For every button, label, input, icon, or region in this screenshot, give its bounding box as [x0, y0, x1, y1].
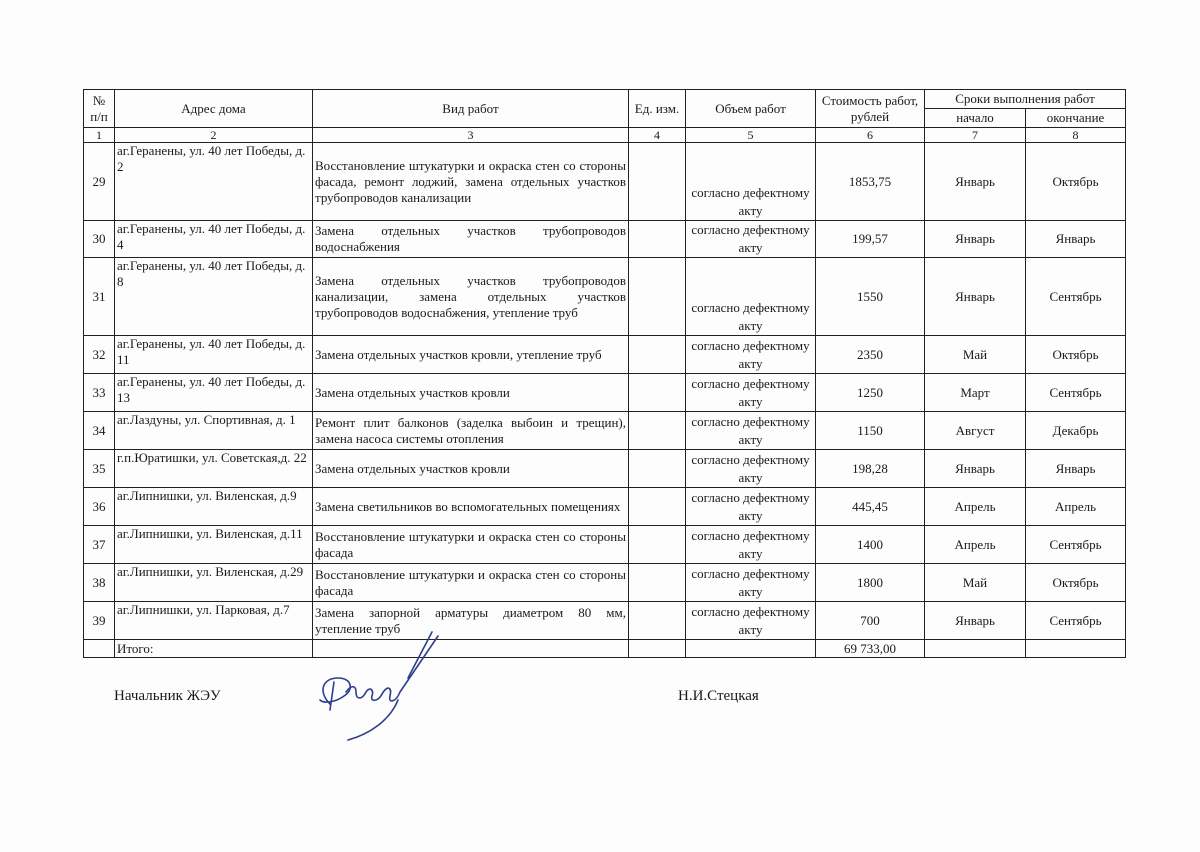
- row-start-month: Апрель: [925, 526, 1026, 564]
- row-address: аг.Геранены, ул. 40 лет Победы, д. 13: [115, 374, 313, 412]
- row-volume: согласно дефектному акту: [686, 412, 816, 450]
- row-work-type: Замена отдельных участков кровли: [313, 450, 629, 488]
- table-row: [84, 564, 1126, 602]
- row-volume: согласно дефектному акту: [686, 221, 816, 258]
- row-number: 38: [84, 564, 115, 602]
- row-volume: согласно дефектному акту: [686, 564, 816, 602]
- row-volume: согласно дефектному акту: [686, 526, 816, 564]
- row-unit: [629, 374, 686, 412]
- row-number: 36: [84, 488, 115, 526]
- row-unit: [629, 221, 686, 258]
- row-cost: 1853,75: [816, 143, 925, 221]
- header-num: № п/п: [84, 90, 115, 128]
- row-cost: 1400: [816, 526, 925, 564]
- row-unit: [629, 526, 686, 564]
- row-address: аг.Геранены, ул. 40 лет Победы, д. 4: [115, 221, 313, 258]
- row-unit: [629, 564, 686, 602]
- column-number: 8: [1026, 128, 1126, 143]
- row-start-month: Январь: [925, 450, 1026, 488]
- row-work-type: Замена отдельных участков трубопроводов водоснабжения: [313, 221, 629, 258]
- row-address: аг.Лаздуны, ул. Спортивная, д. 1: [115, 412, 313, 450]
- table-row: [84, 143, 1126, 221]
- signature-icon: [300, 630, 450, 745]
- header-work: Вид работ: [313, 90, 629, 128]
- row-address: аг.Геранены, ул. 40 лет Победы, д. 8: [115, 258, 313, 336]
- header-unit: Ед. изм.: [629, 90, 686, 128]
- row-start-month: Январь: [925, 602, 1026, 640]
- row-end-month: Январь: [1026, 450, 1126, 488]
- row-number: 31: [84, 258, 115, 336]
- signatory-name: Н.И.Стецкая: [678, 688, 759, 704]
- row-end-month: Октябрь: [1026, 564, 1126, 602]
- row-start-month: Май: [925, 564, 1026, 602]
- row-end-month: Октябрь: [1026, 143, 1126, 221]
- works-document: [83, 89, 1125, 658]
- row-number: 34: [84, 412, 115, 450]
- row-end-month: Сентябрь: [1026, 602, 1126, 640]
- row-address: аг.Геранены, ул. 40 лет Победы, д. 11: [115, 336, 313, 374]
- row-end-month: Декабрь: [1026, 412, 1126, 450]
- header-row: [84, 90, 1126, 109]
- column-number-row: [84, 128, 1126, 143]
- row-work-type: Замена отдельных участков трубопроводов канализации, замена отдельных участков трубопроводов водоснабжения, утепление труб: [313, 258, 629, 336]
- table-row: [84, 258, 1126, 336]
- row-number: 29: [84, 143, 115, 221]
- row-start-month: Март: [925, 374, 1026, 412]
- row-unit: [629, 450, 686, 488]
- row-work-type: Замена запорной арматуры диаметром 80 мм, утепление труб: [313, 602, 629, 640]
- row-number: 32: [84, 336, 115, 374]
- row-unit: [629, 143, 686, 221]
- row-unit: [629, 336, 686, 374]
- row-end-month: Январь: [1026, 221, 1126, 258]
- row-address: аг.Геранены, ул. 40 лет Победы, д. 2: [115, 143, 313, 221]
- table-row: [84, 602, 1126, 640]
- row-start-month: Январь: [925, 143, 1026, 221]
- row-cost: 1550: [816, 258, 925, 336]
- row-number: 33: [84, 374, 115, 412]
- row-address: аг.Липнишки, ул. Виленская, д.9: [115, 488, 313, 526]
- row-volume: согласно дефектному акту: [686, 258, 816, 336]
- row-work-type: Замена светильников во вспомогательных помещениях: [313, 488, 629, 526]
- row-volume: согласно дефектному акту: [686, 488, 816, 526]
- total-label: Итого:: [115, 640, 313, 658]
- row-work-type: Восстановление штукатурки и окраска стен со стороны фасада, ремонт лоджий, замена отдельных участков трубопроводов канализации: [313, 143, 629, 221]
- table-row: [84, 526, 1126, 564]
- row-address: г.п.Юратишки, ул. Советская,д. 22: [115, 450, 313, 488]
- row-work-type: Ремонт плит балконов (заделка выбоин и трещин), замена насоса системы отопления: [313, 412, 629, 450]
- table-row: [84, 374, 1126, 412]
- row-number: 39: [84, 602, 115, 640]
- row-unit: [629, 602, 686, 640]
- row-volume: согласно дефектному акту: [686, 336, 816, 374]
- header-cost: Стоимость работ, рублей: [816, 90, 925, 128]
- row-start-month: Май: [925, 336, 1026, 374]
- row-unit: [629, 412, 686, 450]
- row-number: 35: [84, 450, 115, 488]
- table-row: [84, 412, 1126, 450]
- row-volume: согласно дефектному акту: [686, 374, 816, 412]
- header-address: Адрес дома: [115, 90, 313, 128]
- row-cost: 1800: [816, 564, 925, 602]
- row-volume: согласно дефектному акту: [686, 602, 816, 640]
- column-number: 6: [816, 128, 925, 143]
- total-cost: 69 733,00: [816, 640, 925, 658]
- row-volume: согласно дефектному акту: [686, 450, 816, 488]
- row-start-month: Август: [925, 412, 1026, 450]
- header-start: начало: [925, 109, 1026, 128]
- header-terms: Сроки выполнения работ: [925, 90, 1126, 109]
- table-row: [84, 336, 1126, 374]
- table-row: [84, 488, 1126, 526]
- row-volume: согласно дефектному акту: [686, 143, 816, 221]
- row-cost: 198,28: [816, 450, 925, 488]
- column-number: 1: [84, 128, 115, 143]
- header-volume: Объем работ: [686, 90, 816, 128]
- row-end-month: Сентябрь: [1026, 526, 1126, 564]
- column-number: 4: [629, 128, 686, 143]
- row-unit: [629, 258, 686, 336]
- row-work-type: Замена отдельных участков кровли: [313, 374, 629, 412]
- table-row: [84, 450, 1126, 488]
- row-cost: 1250: [816, 374, 925, 412]
- row-end-month: Сентябрь: [1026, 374, 1126, 412]
- row-address: аг.Липнишки, ул. Виленская, д.11: [115, 526, 313, 564]
- column-number: 5: [686, 128, 816, 143]
- row-work-type: Восстановление штукатурки и окраска стен со стороны фасада: [313, 564, 629, 602]
- column-number: 3: [313, 128, 629, 143]
- total-row: [84, 640, 1126, 658]
- column-number: 2: [115, 128, 313, 143]
- row-cost: 1150: [816, 412, 925, 450]
- row-number: 37: [84, 526, 115, 564]
- row-number: 30: [84, 221, 115, 258]
- header-end: окончание: [1026, 109, 1126, 128]
- works-table: [83, 89, 1126, 658]
- row-address: аг.Липнишки, ул. Парковая, д.7: [115, 602, 313, 640]
- row-end-month: Октябрь: [1026, 336, 1126, 374]
- row-end-month: Сентябрь: [1026, 258, 1126, 336]
- row-work-type: Замена отдельных участков кровли, утепление труб: [313, 336, 629, 374]
- row-cost: 199,57: [816, 221, 925, 258]
- row-unit: [629, 488, 686, 526]
- row-cost: 700: [816, 602, 925, 640]
- row-cost: 445,45: [816, 488, 925, 526]
- row-start-month: Январь: [925, 221, 1026, 258]
- row-address: аг.Липнишки, ул. Виленская, д.29: [115, 564, 313, 602]
- position-title: Начальник ЖЭУ: [114, 688, 221, 704]
- row-start-month: Апрель: [925, 488, 1026, 526]
- column-number: 7: [925, 128, 1026, 143]
- table-row: [84, 221, 1126, 258]
- row-start-month: Январь: [925, 258, 1026, 336]
- row-end-month: Апрель: [1026, 488, 1126, 526]
- row-work-type: Восстановление штукатурки и окраска стен со стороны фасада: [313, 526, 629, 564]
- row-cost: 2350: [816, 336, 925, 374]
